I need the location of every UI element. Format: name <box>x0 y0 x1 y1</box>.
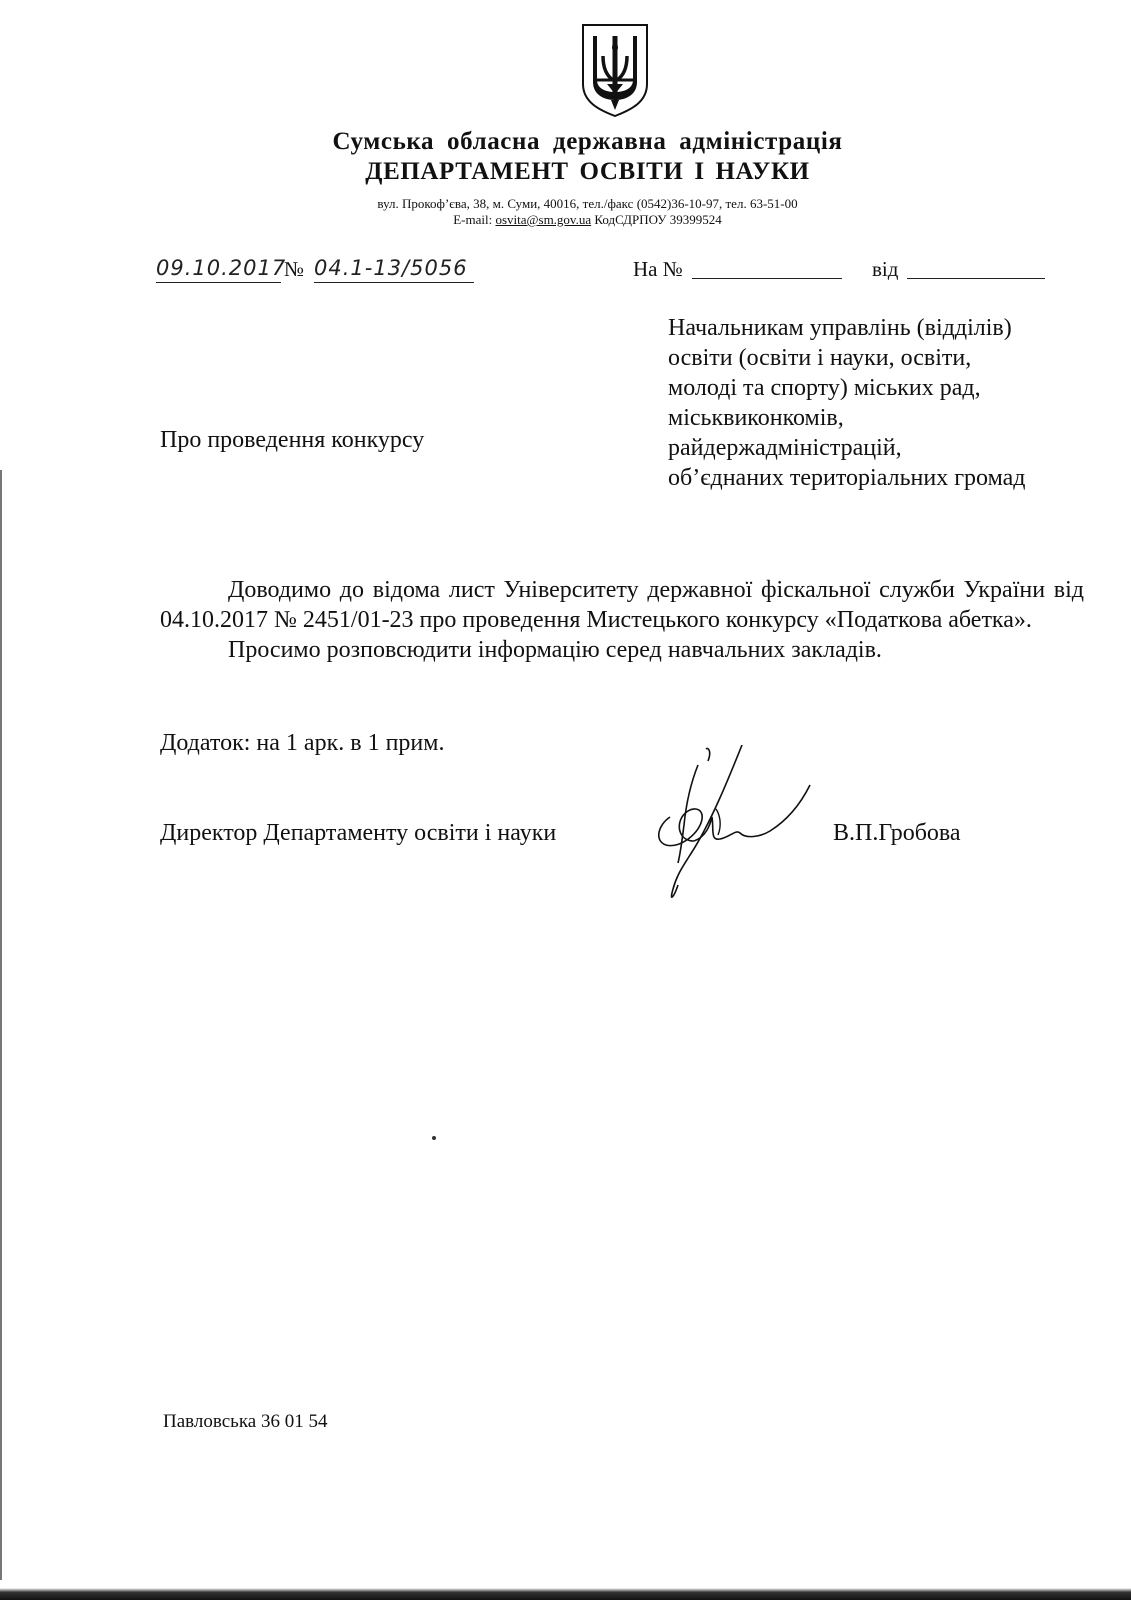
scan-speck <box>432 1136 436 1140</box>
trident-coat-of-arms-icon <box>579 22 651 118</box>
addressee-line: освіти (освіти і науки, освіти, <box>668 345 972 371</box>
addressee-line: молоді та спорту) міських рад, <box>668 375 981 401</box>
contact-line <box>22 212 1131 228</box>
signer-name: В.П.Гробова <box>833 820 961 846</box>
from-date-blank <box>907 256 1045 279</box>
reply-to-label: На № <box>633 257 683 281</box>
address-line: вул. Прокоф’єва, 38, м. Суми, 40016, тел./факс (0542)36-10-97, тел. 63-51-00 <box>377 196 798 211</box>
addressee-line: міськвиконкомів, <box>668 405 844 431</box>
attachment-note: Додаток: на 1 арк. в 1 прим. <box>160 730 445 756</box>
code-label: КодСДРПОУ <box>594 212 667 227</box>
signer-title: Директор Департаменту освіти і науки <box>160 820 557 846</box>
from-label: від <box>872 257 899 281</box>
reply-to-blank <box>692 256 842 279</box>
addressee-block <box>668 313 1025 493</box>
email-link[interactable]: osvita@sm.gov.ua <box>495 212 592 227</box>
scan-bottom-edge <box>0 1588 1131 1600</box>
code-value: 39399524 <box>669 212 722 227</box>
org-name: Сумська обласна державна адміністрація <box>332 128 843 155</box>
executor-contact: Павловська 36 01 54 <box>163 1411 328 1432</box>
email-label: E-mail: <box>453 212 493 227</box>
registration-number: 04.1-13/5056 <box>314 256 474 283</box>
letter-body <box>160 575 1084 665</box>
subject-line: Про проведення конкурсу <box>160 427 425 453</box>
addressee-line: Начальникам управлінь (відділів) <box>668 315 1012 341</box>
number-sign: № <box>284 257 305 281</box>
body-paragraph: Доводимо до відома лист Університету державної фіскальної служби України від 04.10.2017 № 2451/01-23 про проведення Мистецького конкурсу «Податкова абетка». <box>160 577 1084 633</box>
body-paragraph: Просимо розповсюдити інформацію серед навчальних закладів. <box>228 637 882 663</box>
handwritten-signature <box>650 745 830 915</box>
addressee-line: райдержадміністрацій, <box>668 435 902 461</box>
scan-left-edge <box>0 470 2 1580</box>
registration-date: 09.10.2017 <box>156 256 281 283</box>
department-name: ДЕПАРТАМЕНТ ОСВІТИ І НАУКИ <box>365 158 810 185</box>
addressee-line: об’єднаних територіальних громад <box>668 465 1026 491</box>
